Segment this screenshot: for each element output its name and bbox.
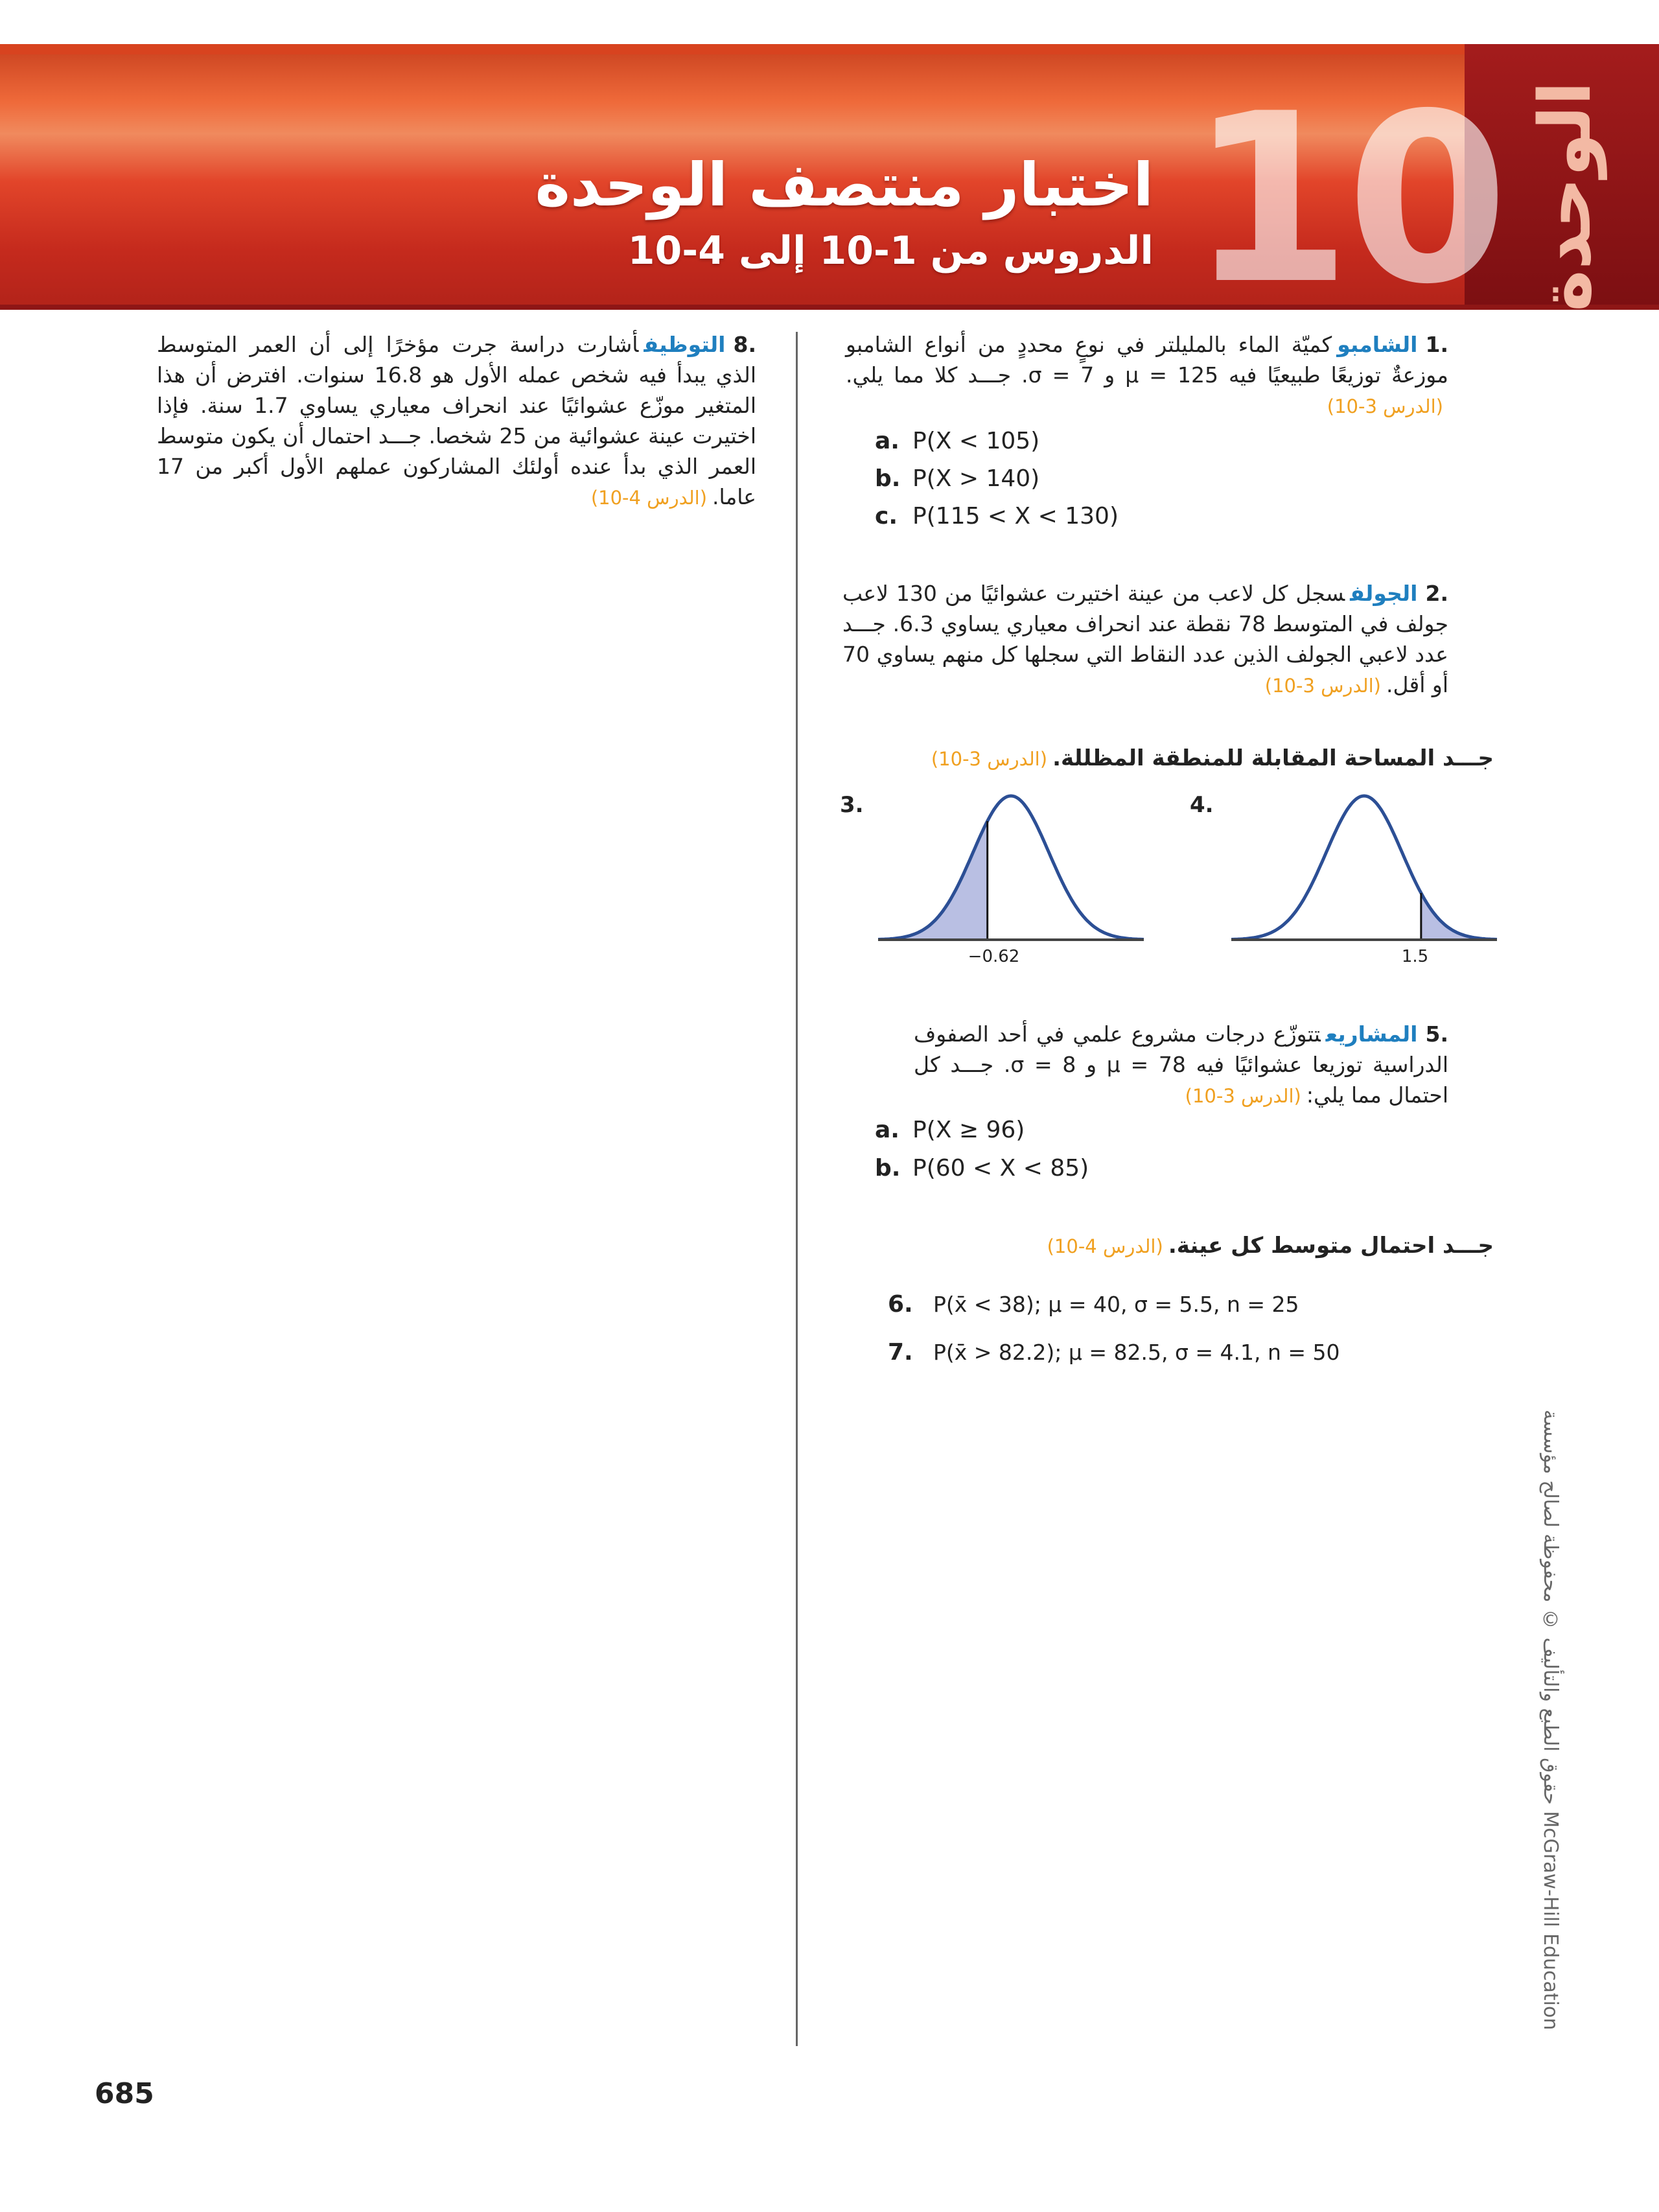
banner-top-strip bbox=[0, 44, 1659, 54]
option-label: c. bbox=[875, 503, 898, 530]
option-label: b. bbox=[875, 1155, 901, 1182]
option-expr: P(X ≥ 96) bbox=[912, 1117, 1025, 1143]
mean-item-6 bbox=[888, 1291, 1299, 1318]
question-1 bbox=[846, 329, 1448, 422]
option-expr: P(X < 105) bbox=[912, 428, 1040, 454]
option-expr: P(60 < X < 85) bbox=[912, 1155, 1089, 1182]
lesson-ref: (الدرس 3-10) bbox=[1327, 395, 1443, 417]
lesson-ref: (الدرس 4-10) bbox=[1047, 1235, 1163, 1257]
option-5a bbox=[875, 1117, 1025, 1143]
item-number: 6. bbox=[888, 1291, 913, 1318]
lesson-ref: (الدرس 3-10) bbox=[1185, 1085, 1301, 1107]
figure-3-number: 3. bbox=[840, 792, 864, 818]
page-number: 685 bbox=[95, 2077, 154, 2110]
mean-heading-text: جـــد احتمال متوسط كل عينة. bbox=[1168, 1233, 1494, 1259]
option-1c bbox=[875, 503, 1119, 530]
copyright-sidebar: حقوق الطبع والتأليف © محفوظة لصالح مؤسسة McGraw-Hill Education bbox=[1539, 1410, 1562, 2031]
option-expr: P(X > 140) bbox=[912, 465, 1040, 492]
option-1b bbox=[875, 465, 1039, 492]
figure-4-number: 4. bbox=[1190, 792, 1214, 818]
item-expr: P(x̄ > 82.2); μ = 82.5, σ = 4.1, n = 50 bbox=[933, 1340, 1340, 1365]
area-heading-text: جـــد المساحة المقابلة للمنطقة المظللة. bbox=[1052, 745, 1494, 771]
page-subtitle: الدروس من 1-10 إلى 4-10 bbox=[627, 228, 1154, 274]
page-title: اختبار منتصف الوحدة bbox=[535, 150, 1154, 220]
option-5b bbox=[875, 1155, 1089, 1182]
area-section-heading bbox=[931, 745, 1494, 771]
item-number: 7. bbox=[888, 1339, 913, 1366]
option-label: a. bbox=[875, 428, 899, 454]
question-keyword: الشامبو bbox=[1337, 332, 1418, 357]
question-number: .2 bbox=[1425, 581, 1449, 606]
question-8 bbox=[157, 329, 756, 513]
mean-section-heading bbox=[1047, 1233, 1494, 1259]
question-text: سجل كل لاعب من عينة اختيرت عشوائيًا من 130 لاعب جولف في المتوسط 78 نقطة عند انحراف معياري يساوي 6.3. جـــد عدد لاعبي الجولف الذين عدد النقاط التي سجلها كل منهم يساوي 70 أو أقل. bbox=[842, 581, 1448, 697]
z-tick-label-3: −0.62 bbox=[968, 947, 1020, 966]
normal-curve-figure-4 bbox=[1231, 791, 1503, 946]
unit-word: الوحدة bbox=[1524, 81, 1607, 312]
z-tick-label-4: 1.5 bbox=[1401, 947, 1429, 966]
option-label: b. bbox=[875, 465, 901, 492]
question-5 bbox=[914, 1019, 1448, 1112]
question-text: كميّة الماء بالمليلتر في نوعٍ محددٍ من أنواع الشامبو موزعةٌ توزيعًا طبيعيًا فيه μ = 125 و σ = 7. جـــد كلا مما يلي. bbox=[846, 332, 1448, 388]
unit-number: 10 bbox=[1189, 64, 1503, 335]
question-keyword: الجولف bbox=[1350, 581, 1418, 606]
option-expr: P(115 < X < 130) bbox=[912, 503, 1119, 530]
question-2 bbox=[842, 578, 1448, 701]
lesson-ref: (الدرس 4-10) bbox=[590, 487, 708, 509]
lesson-ref: (الدرس 3-10) bbox=[1264, 675, 1381, 697]
item-expr: P(x̄ < 38); μ = 40, σ = 5.5, n = 25 bbox=[933, 1292, 1299, 1317]
question-number: .5 bbox=[1425, 1021, 1448, 1047]
question-keyword: التوظيف bbox=[644, 332, 726, 357]
question-number: .1 bbox=[1425, 332, 1448, 357]
column-divider bbox=[796, 332, 798, 2046]
question-keyword: المشاريع bbox=[1325, 1021, 1418, 1047]
question-number: .8 bbox=[733, 332, 756, 357]
bell-curve bbox=[1231, 796, 1497, 940]
option-1a bbox=[875, 428, 1039, 454]
option-label: a. bbox=[875, 1117, 899, 1143]
normal-curve-figure-3 bbox=[878, 791, 1150, 946]
bell-curve bbox=[878, 796, 1144, 940]
question-text: تتوزّع درجات مشروع علمي في أحد الصفوف الدراسية توزيعا عشوائيًا فيه μ = 78 و σ = 8. جـــد كل احتمال مما يلي: bbox=[914, 1021, 1449, 1108]
question-text: أشارت دراسة جرت مؤخرًا إلى أن العمر المتوسط الذي يبدأ فيه شخص عمله الأول هو 16.8 سنوات. افترض أن هذا المتغير موزّع عشوائيًا عند انحراف معياري يساوي 1.7 سنة. فإذا اختيرت عينة عشوائية من 25 شخصا. جـــد احتمال أن يكون متوسط العمر الذي بدأ عنده أولئك المشاركون عملهم الأول أكبر من 17 عاما. bbox=[157, 332, 757, 509]
lesson-ref: (الدرس 3-10) bbox=[931, 748, 1048, 770]
mean-item-7 bbox=[888, 1339, 1340, 1366]
